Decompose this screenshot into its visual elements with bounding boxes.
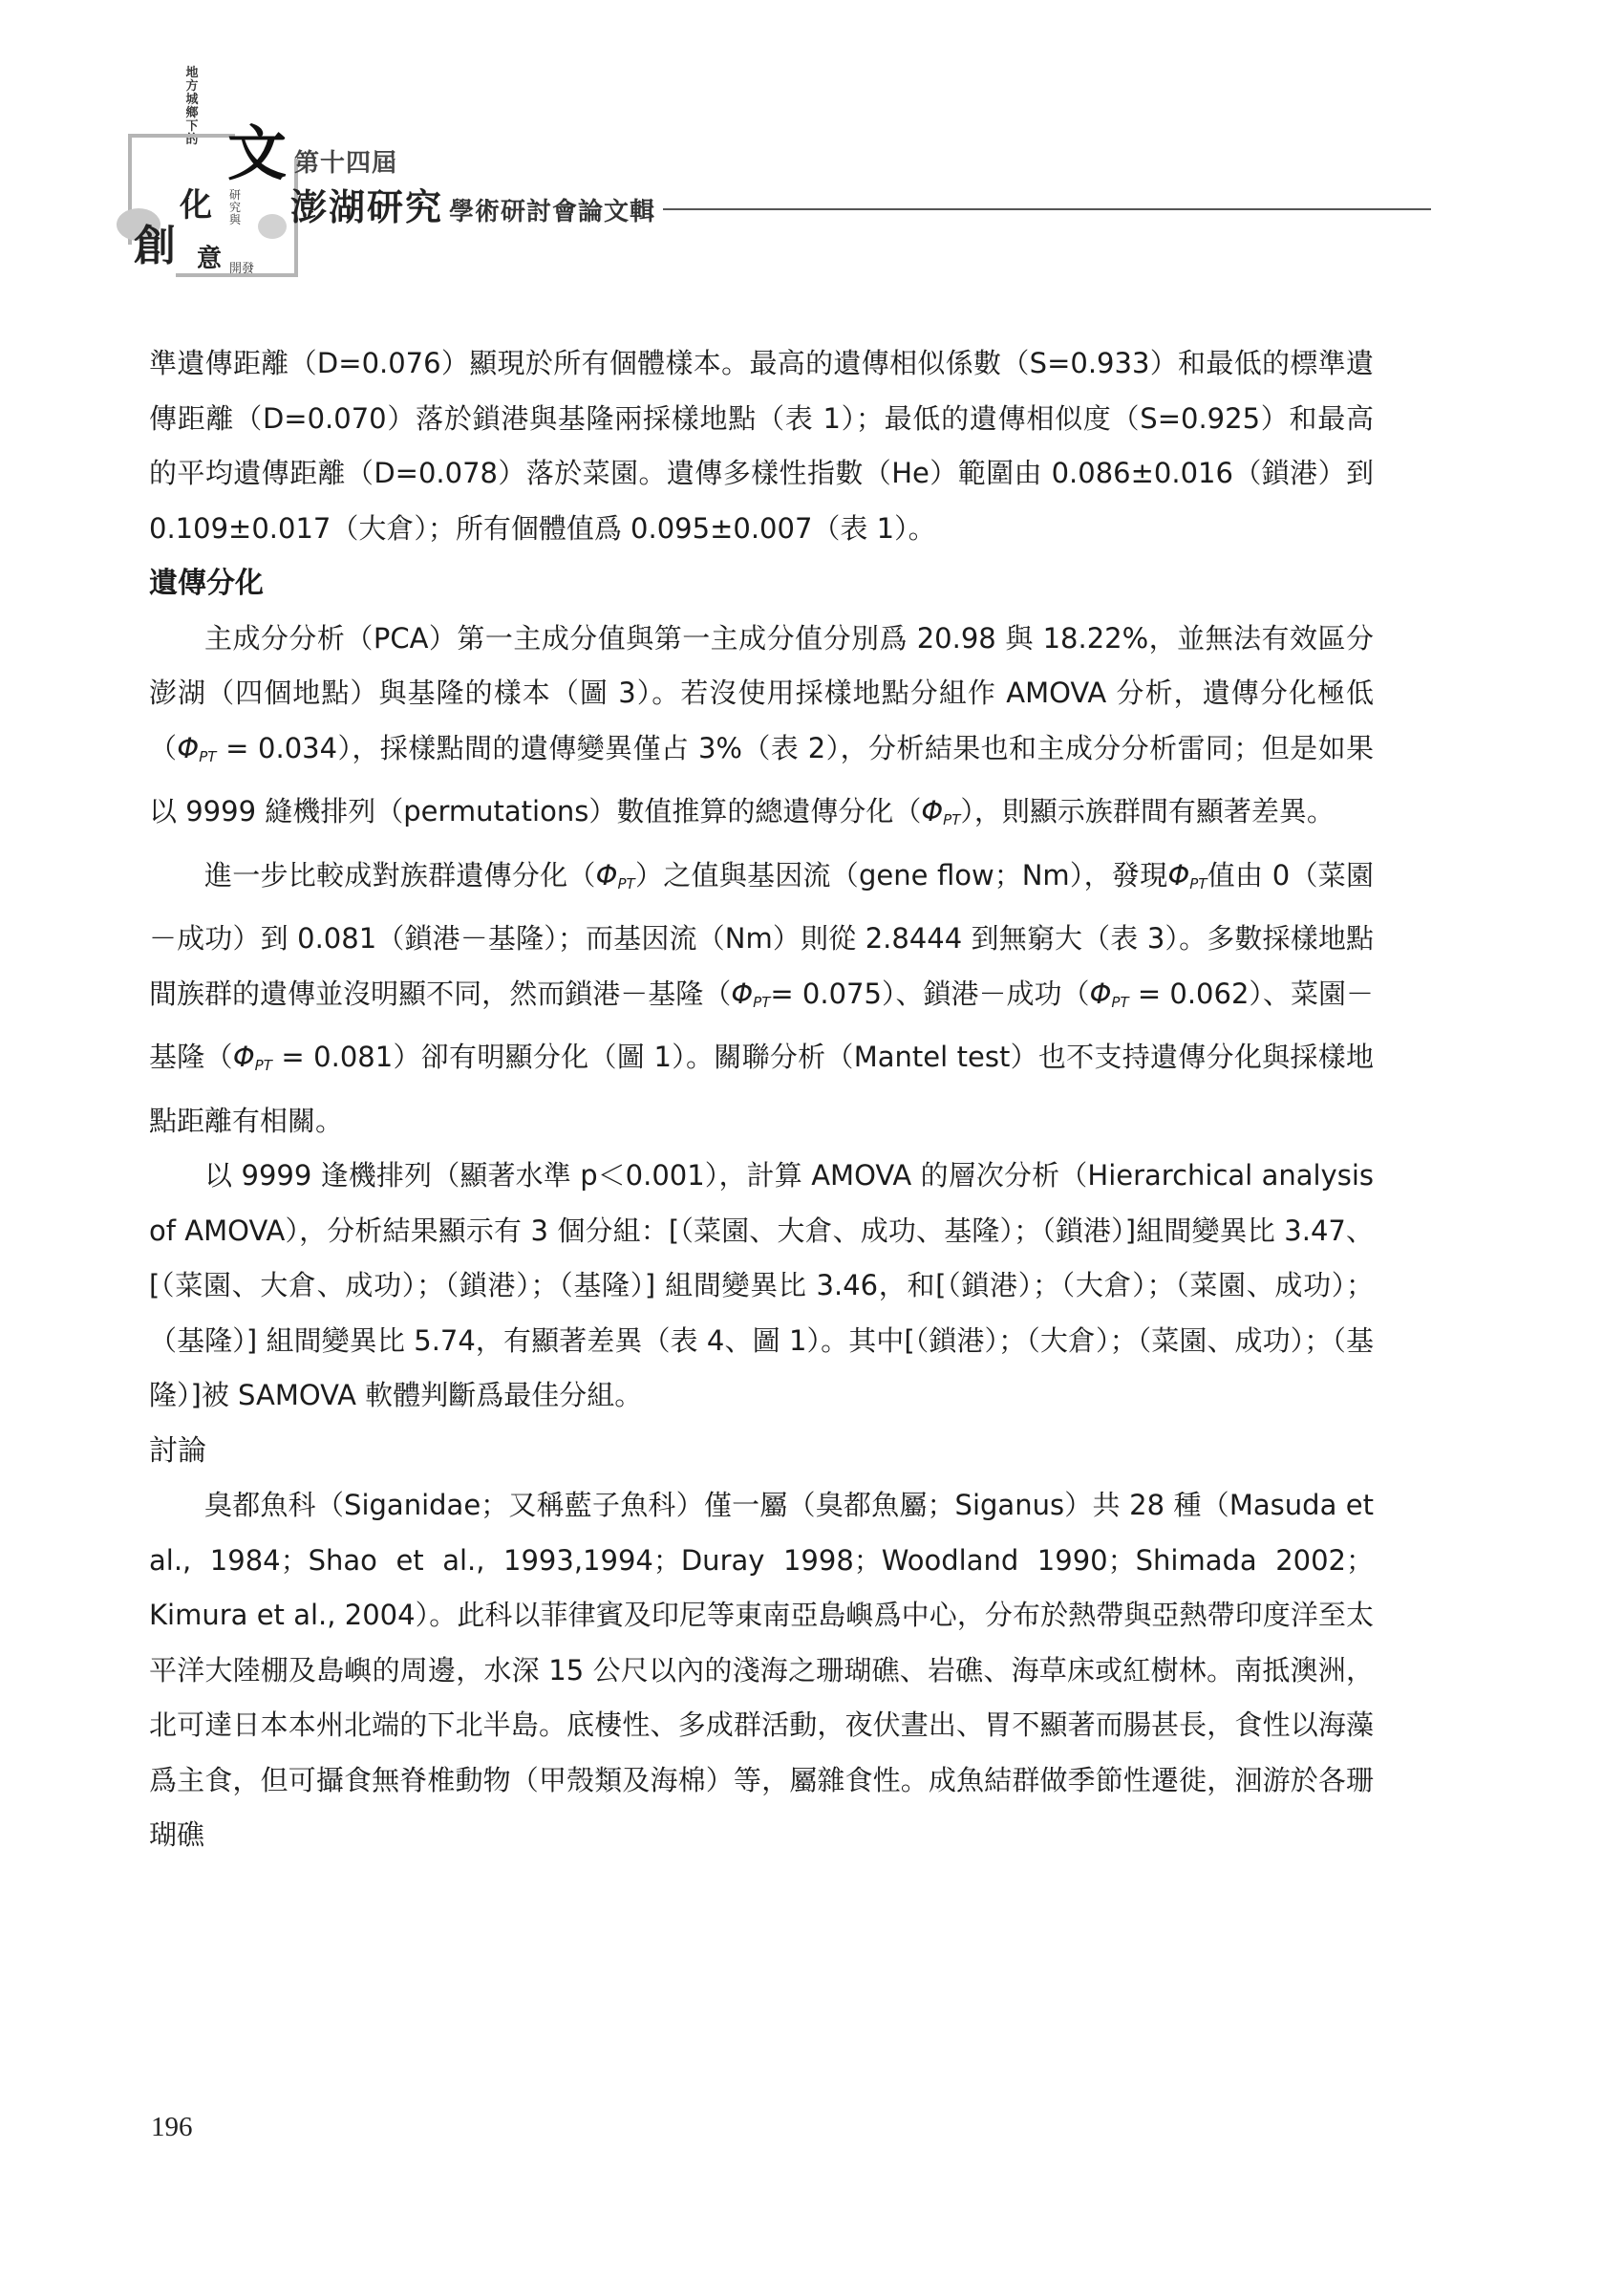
phi-subscript: PT — [254, 1057, 272, 1074]
journal-title-sub: 學術研討會論文輯 — [449, 198, 656, 226]
section-heading-discussion: 討論 — [149, 1433, 206, 1468]
pairwise-text-d: = 0.075）、鎖港－成功（ — [770, 977, 1090, 1010]
journal-title — [290, 178, 655, 230]
logo-side-text: 研究與 — [229, 188, 242, 226]
page-number: 196 — [151, 2112, 193, 2142]
pca-text-c: ），則顯示族群間有顯著差異。 — [960, 795, 1335, 827]
phi-symbol: Φ — [1167, 858, 1190, 892]
paragraph-pairwise-differentiation — [149, 849, 1374, 1150]
logo-yi: 意 — [197, 245, 223, 273]
paragraph-genetic-distance: 準遺傳距離（D=0.076）顯現於所有個體樣本。最高的遺傳相似係數（S=0.933）和最低的標準遺傳距離（D=0.070）落於鎖港與基隆兩採樣地點（表 1）；最低的遺傳相似度（S=0.925）和最高的平均遺傳距離（D=0.078）落於菜園。遺傳多樣性指數（He）範圍由 0.086±0.016（鎖港）到 0.109±0.017（大倉）；所有個體值爲 0.095±0.007（表 1）。 — [149, 347, 1374, 545]
phi-symbol: Φ — [232, 1041, 255, 1073]
header-rule — [663, 208, 1431, 210]
pairwise-text-a: 進一步比較成對族群遺傳分化（ — [204, 858, 596, 892]
logo-blob-right — [258, 214, 287, 239]
paragraph-siganidae: 臭都魚科（Siganidae；又稱藍子魚科）僅一屬（臭都魚屬；Siganus）共 28 種（Masuda et al., 1984；Shao et al., 1993,1994；Duray 1998；Woodland 1990；Shimada 2002；Kimura et al., 2004）。此科以菲律賓及印尼等東南亞島嶼爲中心，分布於熱帶與亞熱帶印度洋至太平洋大陸棚及島嶼的周邊，水深 15 公尺以內的淺海之珊瑚礁、岩礁、海草床或紅樹林。南抵澳洲，北可達日本本州北端的下北半島。底棲性、多成群活動，夜伏晝出、胃不顯著而腸甚長，食性以海藻爲主食，但可攝食無脊椎動物（甲殼類及海棉）等，屬雜食性。成魚結群做季節性遷徙，洄游於各珊瑚礁 — [149, 1489, 1374, 1851]
logo-wen: 文 — [227, 118, 288, 188]
paragraph-hierarchical-amova: 以 9999 逢機排列（顯著水準 p＜0.001），計算 AMOVA 的層次分析（Hierarchical analysis of AMOVA），分析結果顯示有 3 個分組：[（菜園、大倉、成功、基隆）；（鎖港）]組間變異比 3.47、[（菜園、大倉、成功）；（鎖港）；（基隆）] 組間變異比 3.46，和[（鎖港）；（大倉）；（菜園、成功）；（基隆）] 組間變異比 5.74，有顯著差異（表 4、圖 1）。其中[（鎖港）；（大倉）；（菜園、成功）；（基隆）]被 SAMOVA 軟體判斷爲最佳分組。 — [149, 1159, 1374, 1411]
paragraph-pca-amova — [149, 612, 1374, 849]
pairwise-text-b: ）之值與基因流（gene flow；Nm），發現 — [634, 858, 1168, 892]
pairwise-text-c: 值由 0（菜園－成功）到 0.081（鎖港－基隆）；而基因流（Nm）則從 2.8444 到無窮大（表 3）。多數採樣地點間族群的遺傳並沒明顯不同，然而鎖港－基隆（ — [149, 858, 1374, 1010]
logo-hua: 化 — [180, 186, 212, 225]
phi-subscript: PT — [199, 747, 217, 765]
section-heading-genetic-differentiation: 遺傳分化 — [149, 567, 264, 600]
pca-text-b: = 0.034），採樣點間的遺傳變異僅占 3%（表 2），分析結果也和主成分分析雷同；但是如果以 9999 縫機排列（permutations）數值推算的總遺傳分化（ — [149, 731, 1374, 827]
pairwise-text-e: = 0.062）、菜園－基隆（ — [149, 977, 1374, 1073]
edition-label: 第十四屆 — [294, 149, 398, 178]
conference-logo — [113, 55, 304, 280]
phi-subscript: PT — [1111, 993, 1129, 1011]
phi-symbol: Φ — [595, 858, 618, 892]
phi-symbol: Φ — [177, 731, 200, 764]
pca-text-a: 主成分分析（PCA）第一主成分值與第一主成分值分別爲 20.98 與 18.22%，並無法有效區分澎湖（四個地點）與基隆的樣本（圖 3）。若沒使用採樣地點分組作 AMOVA 分析，遺傳分化極低（ — [149, 621, 1374, 764]
pairwise-text-f: = 0.081）卻有明顯分化（圖 1）。關聯分析（Mantel test）也不支持遺傳分化與採樣地點距離有相關。 — [149, 1041, 1374, 1137]
phi-symbol: Φ — [921, 795, 944, 827]
phi-subscript: PT — [1189, 874, 1207, 892]
journal-title-main: 澎湖研究 — [290, 185, 444, 228]
page-content — [149, 336, 1374, 1863]
logo-dev: 開發 — [229, 262, 255, 276]
phi-symbol: Φ — [731, 977, 754, 1010]
phi-subscript: PT — [943, 811, 961, 828]
logo-chuang: 創 — [134, 222, 176, 270]
phi-subscript: PT — [617, 874, 635, 892]
logo-vertical-text: 地方城鄉下的 — [185, 66, 199, 147]
phi-subscript: PT — [753, 993, 771, 1011]
phi-symbol: Φ — [1089, 977, 1112, 1010]
